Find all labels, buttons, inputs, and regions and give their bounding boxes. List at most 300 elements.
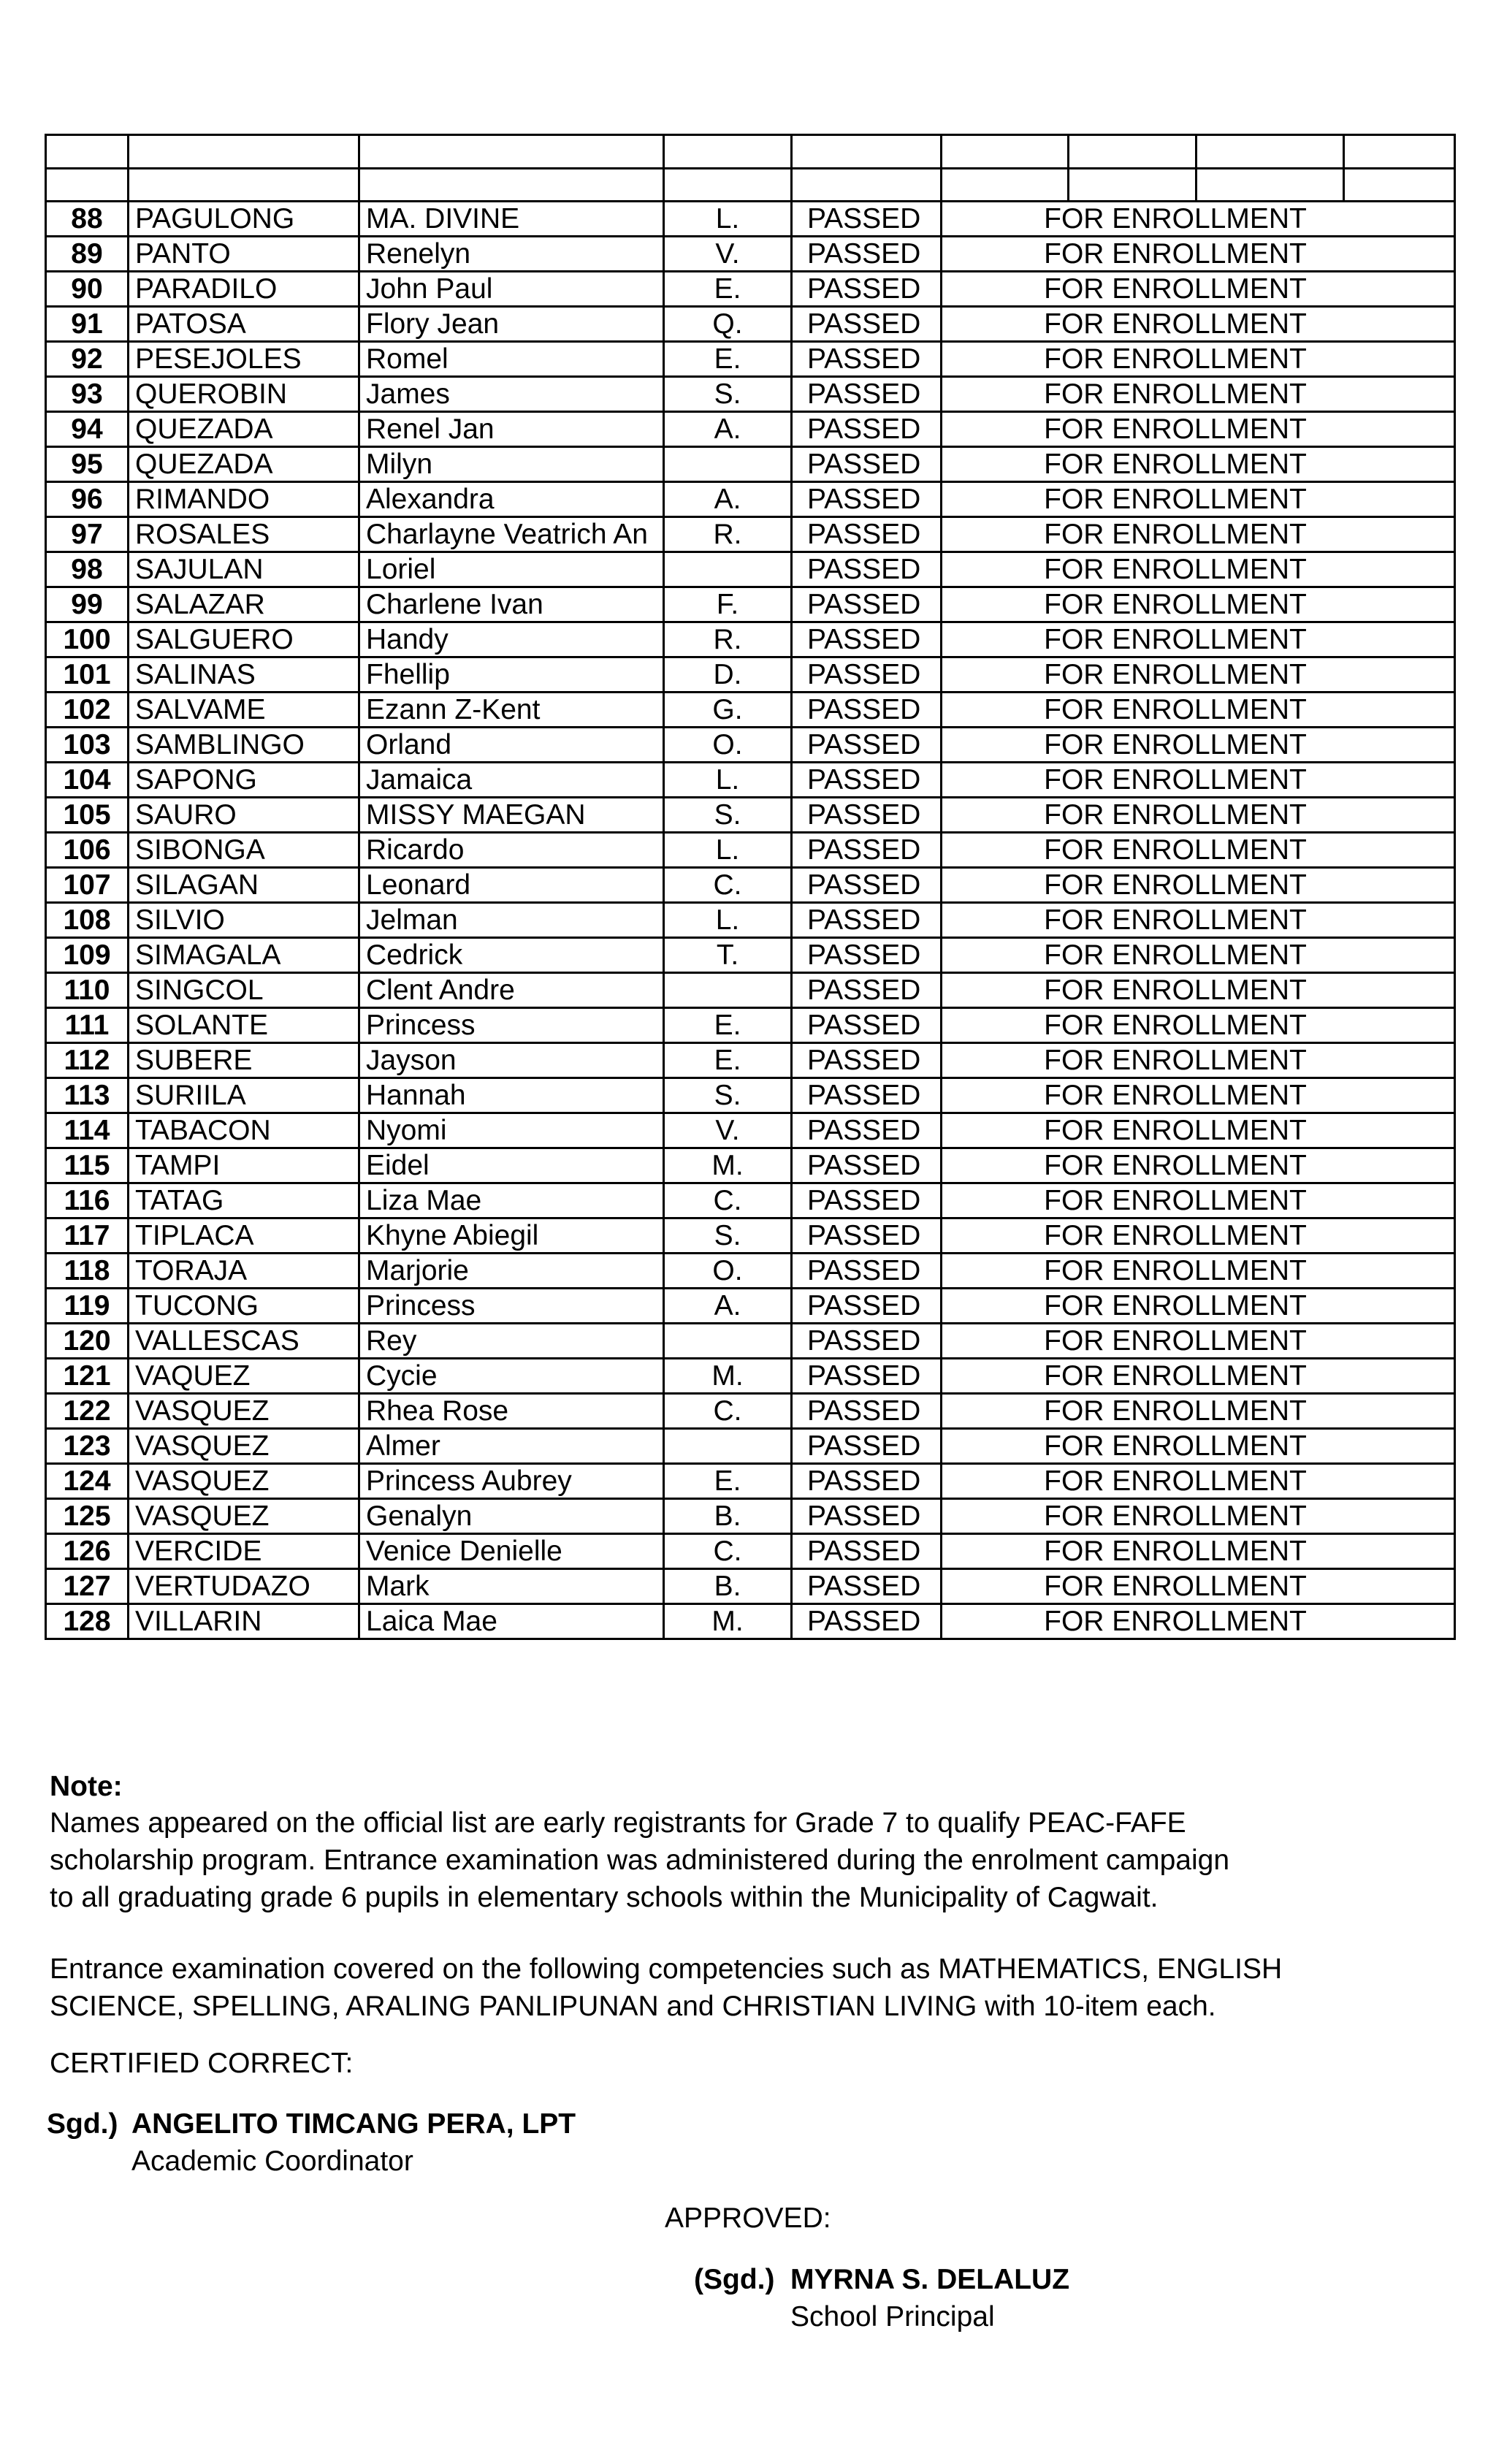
exam-status: PASSED xyxy=(792,447,942,482)
remarks: FOR ENROLLMENT xyxy=(942,307,1455,342)
exam-status: PASSED xyxy=(792,763,942,798)
table-row xyxy=(46,1324,1455,1359)
signatory-position: School Principal xyxy=(790,2301,995,2333)
signatory-coordinator xyxy=(47,2105,576,2180)
remarks: FOR ENROLLMENT xyxy=(942,1324,1455,1359)
last-name: TUCONG xyxy=(129,1289,359,1324)
remarks: FOR ENROLLMENT xyxy=(942,237,1455,272)
last-name: TORAJA xyxy=(129,1254,359,1289)
middle-initial: M. xyxy=(664,1604,792,1639)
blank-cell xyxy=(942,168,1069,202)
exam-status: PASSED xyxy=(792,1254,942,1289)
exam-status: PASSED xyxy=(792,1569,942,1604)
last-name: SOLANTE xyxy=(129,1008,359,1043)
middle-initial: V. xyxy=(664,1113,792,1148)
first-name: Romel xyxy=(359,342,664,377)
table-row xyxy=(46,1218,1455,1254)
last-name: PATOSA xyxy=(129,307,359,342)
row-number: 127 xyxy=(46,1569,129,1604)
middle-initial: A. xyxy=(664,482,792,517)
last-name: SALAZAR xyxy=(129,587,359,622)
row-number: 102 xyxy=(46,693,129,728)
middle-initial: C. xyxy=(664,1534,792,1569)
last-name: VASQUEZ xyxy=(129,1499,359,1534)
exam-status: PASSED xyxy=(792,622,942,657)
last-name: QUEZADA xyxy=(129,412,359,447)
note-line: to all graduating grade 6 pupils in elementary schools within the Municipality of Cagwait. xyxy=(50,1882,1159,1913)
middle-initial: M. xyxy=(664,1359,792,1394)
exam-status: PASSED xyxy=(792,482,942,517)
last-name: TAMPI xyxy=(129,1148,359,1183)
remarks: FOR ENROLLMENT xyxy=(942,728,1455,763)
table-row xyxy=(46,1148,1455,1183)
first-name: Princess xyxy=(359,1008,664,1043)
last-name: SAJULAN xyxy=(129,552,359,587)
first-name: Fhellip xyxy=(359,657,664,693)
exam-status: PASSED xyxy=(792,1324,942,1359)
last-name: SIBONGA xyxy=(129,833,359,868)
blank-cell xyxy=(1197,168,1344,202)
last-name: SURIILA xyxy=(129,1078,359,1113)
row-number: 107 xyxy=(46,868,129,903)
sgd-mark: (Sgd.) xyxy=(694,2264,775,2295)
first-name: Handy xyxy=(359,622,664,657)
middle-initial: C. xyxy=(664,1183,792,1218)
row-number: 109 xyxy=(46,938,129,973)
first-name: Eidel xyxy=(359,1148,664,1183)
remarks: FOR ENROLLMENT xyxy=(942,1499,1455,1534)
exam-status: PASSED xyxy=(792,1359,942,1394)
note-title: Note: xyxy=(50,1771,123,1802)
middle-initial: M. xyxy=(664,1148,792,1183)
table-row xyxy=(46,1464,1455,1499)
table-row xyxy=(46,693,1455,728)
middle-initial: L. xyxy=(664,202,792,237)
exam-status: PASSED xyxy=(792,1148,942,1183)
last-name: SAURO xyxy=(129,798,359,833)
row-number: 95 xyxy=(46,447,129,482)
signatory-position: Academic Coordinator xyxy=(131,2145,413,2177)
remarks: FOR ENROLLMENT xyxy=(942,973,1455,1008)
last-name: SALVAME xyxy=(129,693,359,728)
first-name: Renelyn xyxy=(359,237,664,272)
remarks: FOR ENROLLMENT xyxy=(942,763,1455,798)
blank-cell xyxy=(1344,168,1455,202)
last-name: SAPONG xyxy=(129,763,359,798)
first-name: MA. DIVINE xyxy=(359,202,664,237)
row-number: 94 xyxy=(46,412,129,447)
row-number: 104 xyxy=(46,763,129,798)
exam-status: PASSED xyxy=(792,1043,942,1078)
table-row xyxy=(46,1534,1455,1569)
remarks: FOR ENROLLMENT xyxy=(942,272,1455,307)
first-name: Marjorie xyxy=(359,1254,664,1289)
middle-initial: O. xyxy=(664,1254,792,1289)
table-row xyxy=(46,202,1455,237)
table-row xyxy=(46,938,1455,973)
table-row xyxy=(46,517,1455,552)
first-name: Genalyn xyxy=(359,1499,664,1534)
remarks: FOR ENROLLMENT xyxy=(942,1008,1455,1043)
table-row xyxy=(46,1569,1455,1604)
table-row xyxy=(46,237,1455,272)
middle-initial: E. xyxy=(664,1464,792,1499)
exam-status: PASSED xyxy=(792,1534,942,1569)
table-row xyxy=(46,1429,1455,1464)
row-number: 123 xyxy=(46,1429,129,1464)
last-name: VASQUEZ xyxy=(129,1394,359,1429)
first-name: Rhea Rose xyxy=(359,1394,664,1429)
row-number: 120 xyxy=(46,1324,129,1359)
remarks: FOR ENROLLMENT xyxy=(942,342,1455,377)
first-name: Jelman xyxy=(359,903,664,938)
exam-status: PASSED xyxy=(792,1078,942,1113)
remarks: FOR ENROLLMENT xyxy=(942,798,1455,833)
blank-cell xyxy=(1069,168,1197,202)
row-number: 96 xyxy=(46,482,129,517)
middle-initial: S. xyxy=(664,377,792,412)
blank-cell xyxy=(792,168,942,202)
middle-initial: A. xyxy=(664,1289,792,1324)
last-name: QUEROBIN xyxy=(129,377,359,412)
middle-initial: R. xyxy=(664,517,792,552)
remarks: FOR ENROLLMENT xyxy=(942,693,1455,728)
row-number: 112 xyxy=(46,1043,129,1078)
middle-initial: L. xyxy=(664,763,792,798)
first-name: James xyxy=(359,377,664,412)
last-name: PARADILO xyxy=(129,272,359,307)
middle-initial: C. xyxy=(664,868,792,903)
approved-label: APPROVED: xyxy=(665,2202,831,2234)
first-name: Cedrick xyxy=(359,938,664,973)
middle-initial: E. xyxy=(664,1008,792,1043)
table-row xyxy=(46,1043,1455,1078)
exam-status: PASSED xyxy=(792,552,942,587)
table-row xyxy=(46,868,1455,903)
first-name: Cycie xyxy=(359,1359,664,1394)
remarks: FOR ENROLLMENT xyxy=(942,1078,1455,1113)
last-name: VASQUEZ xyxy=(129,1464,359,1499)
exam-status: PASSED xyxy=(792,833,942,868)
exam-status: PASSED xyxy=(792,693,942,728)
remarks: FOR ENROLLMENT xyxy=(942,1429,1455,1464)
table-row xyxy=(46,1499,1455,1534)
middle-initial xyxy=(664,552,792,587)
last-name: VILLARIN xyxy=(129,1604,359,1639)
remarks: FOR ENROLLMENT xyxy=(942,1604,1455,1639)
remarks: FOR ENROLLMENT xyxy=(942,202,1455,237)
middle-initial xyxy=(664,1429,792,1464)
row-number: 115 xyxy=(46,1148,129,1183)
signatory-name: MYRNA S. DELALUZ xyxy=(790,2264,1070,2295)
blank-cell xyxy=(1344,135,1455,169)
table-row xyxy=(46,1008,1455,1043)
exam-status: PASSED xyxy=(792,657,942,693)
remarks: FOR ENROLLMENT xyxy=(942,1113,1455,1148)
note-line: SCIENCE, SPELLING, ARALING PANLIPUNAN and CHRISTIAN LIVING with 10-item each. xyxy=(50,1991,1216,2022)
middle-initial: A. xyxy=(664,412,792,447)
middle-initial: B. xyxy=(664,1499,792,1534)
exam-status: PASSED xyxy=(792,342,942,377)
first-name: Princess Aubrey xyxy=(359,1464,664,1499)
exam-status: PASSED xyxy=(792,307,942,342)
middle-initial: S. xyxy=(664,1218,792,1254)
enrollment-table xyxy=(45,134,1456,1640)
exam-status: PASSED xyxy=(792,412,942,447)
exam-status: PASSED xyxy=(792,202,942,237)
middle-initial: G. xyxy=(664,693,792,728)
table-row xyxy=(46,1078,1455,1113)
table-row xyxy=(46,657,1455,693)
remarks: FOR ENROLLMENT xyxy=(942,1394,1455,1429)
exam-status: PASSED xyxy=(792,517,942,552)
blank-cell xyxy=(359,168,664,202)
last-name: SILVIO xyxy=(129,903,359,938)
row-number: 108 xyxy=(46,903,129,938)
certified-label: CERTIFIED CORRECT: xyxy=(50,2048,354,2079)
row-number: 93 xyxy=(46,377,129,412)
last-name: SIMAGALA xyxy=(129,938,359,973)
exam-status: PASSED xyxy=(792,728,942,763)
row-number: 124 xyxy=(46,1464,129,1499)
middle-initial: F. xyxy=(664,587,792,622)
last-name: PAGULONG xyxy=(129,202,359,237)
exam-status: PASSED xyxy=(792,973,942,1008)
table-row xyxy=(46,447,1455,482)
first-name: Orland xyxy=(359,728,664,763)
table-row xyxy=(46,1359,1455,1394)
middle-initial: B. xyxy=(664,1569,792,1604)
table-row xyxy=(46,622,1455,657)
note-line: Names appeared on the official list are early registrants for Grade 7 to qualify PEAC-FAFE xyxy=(50,1807,1186,1839)
blank-row xyxy=(46,168,1455,202)
middle-initial: Q. xyxy=(664,307,792,342)
row-number: 122 xyxy=(46,1394,129,1429)
row-number: 125 xyxy=(46,1499,129,1534)
remarks: FOR ENROLLMENT xyxy=(942,1464,1455,1499)
remarks: FOR ENROLLMENT xyxy=(942,482,1455,517)
blank-cell xyxy=(792,135,942,169)
remarks: FOR ENROLLMENT xyxy=(942,1218,1455,1254)
first-name: Mark xyxy=(359,1569,664,1604)
first-name: Rey xyxy=(359,1324,664,1359)
row-number: 99 xyxy=(46,587,129,622)
table-row xyxy=(46,412,1455,447)
exam-status: PASSED xyxy=(792,1218,942,1254)
row-number: 126 xyxy=(46,1534,129,1569)
signatory-name: ANGELITO TIMCANG PERA, LPT xyxy=(131,2108,576,2140)
sgd-mark: Sgd.) xyxy=(47,2108,118,2140)
first-name: John Paul xyxy=(359,272,664,307)
last-name: SILAGAN xyxy=(129,868,359,903)
middle-initial: E. xyxy=(664,342,792,377)
middle-initial: D. xyxy=(664,657,792,693)
row-number: 113 xyxy=(46,1078,129,1113)
blank-cell xyxy=(46,135,129,169)
last-name: TATAG xyxy=(129,1183,359,1218)
exam-status: PASSED xyxy=(792,1183,942,1218)
remarks: FOR ENROLLMENT xyxy=(942,1289,1455,1324)
table-row xyxy=(46,272,1455,307)
first-name: Clent Andre xyxy=(359,973,664,1008)
first-name: Ricardo xyxy=(359,833,664,868)
first-name: Milyn xyxy=(359,447,664,482)
exam-status: PASSED xyxy=(792,1394,942,1429)
row-number: 103 xyxy=(46,728,129,763)
last-name: SUBERE xyxy=(129,1043,359,1078)
note-paragraph-1 xyxy=(50,1804,1438,1916)
row-number: 92 xyxy=(46,342,129,377)
middle-initial: O. xyxy=(664,728,792,763)
first-name: Charlayne Veatrich An xyxy=(359,517,664,552)
middle-initial: E. xyxy=(664,1043,792,1078)
first-name: Alexandra xyxy=(359,482,664,517)
table-row xyxy=(46,1604,1455,1639)
middle-initial: C. xyxy=(664,1394,792,1429)
last-name: RIMANDO xyxy=(129,482,359,517)
row-number: 89 xyxy=(46,237,129,272)
first-name: Liza Mae xyxy=(359,1183,664,1218)
middle-initial xyxy=(664,973,792,1008)
table-row xyxy=(46,552,1455,587)
blank-cell xyxy=(129,135,359,169)
blank-cell xyxy=(1197,135,1344,169)
table-row xyxy=(46,482,1455,517)
exam-status: PASSED xyxy=(792,903,942,938)
row-number: 110 xyxy=(46,973,129,1008)
table-row xyxy=(46,728,1455,763)
row-number: 90 xyxy=(46,272,129,307)
last-name: SAMBLINGO xyxy=(129,728,359,763)
first-name: Jamaica xyxy=(359,763,664,798)
first-name: Laica Mae xyxy=(359,1604,664,1639)
exam-status: PASSED xyxy=(792,1429,942,1464)
row-number: 111 xyxy=(46,1008,129,1043)
row-number: 106 xyxy=(46,833,129,868)
table-row xyxy=(46,307,1455,342)
remarks: FOR ENROLLMENT xyxy=(942,587,1455,622)
exam-status: PASSED xyxy=(792,237,942,272)
table-row xyxy=(46,763,1455,798)
row-number: 91 xyxy=(46,307,129,342)
last-name: PANTO xyxy=(129,237,359,272)
first-name: Jayson xyxy=(359,1043,664,1078)
exam-status: PASSED xyxy=(792,798,942,833)
middle-initial xyxy=(664,447,792,482)
first-name: Almer xyxy=(359,1429,664,1464)
table-row xyxy=(46,377,1455,412)
blank-cell xyxy=(359,135,664,169)
first-name: Hannah xyxy=(359,1078,664,1113)
remarks: FOR ENROLLMENT xyxy=(942,1569,1455,1604)
remarks: FOR ENROLLMENT xyxy=(942,377,1455,412)
first-name: Renel Jan xyxy=(359,412,664,447)
last-name: TABACON xyxy=(129,1113,359,1148)
exam-status: PASSED xyxy=(792,1464,942,1499)
table-row xyxy=(46,833,1455,868)
middle-initial: E. xyxy=(664,272,792,307)
remarks: FOR ENROLLMENT xyxy=(942,412,1455,447)
row-number: 128 xyxy=(46,1604,129,1639)
remarks: FOR ENROLLMENT xyxy=(942,622,1455,657)
remarks: FOR ENROLLMENT xyxy=(942,657,1455,693)
first-name: Princess xyxy=(359,1289,664,1324)
blank-cell xyxy=(942,135,1069,169)
remarks: FOR ENROLLMENT xyxy=(942,517,1455,552)
note-paragraph-2 xyxy=(50,1950,1438,2025)
table-row xyxy=(46,1254,1455,1289)
remarks: FOR ENROLLMENT xyxy=(942,1254,1455,1289)
table-row xyxy=(46,1394,1455,1429)
first-name: Venice Denielle xyxy=(359,1534,664,1569)
signatory-principal xyxy=(694,2261,1069,2335)
last-name: VASQUEZ xyxy=(129,1429,359,1464)
row-number: 88 xyxy=(46,202,129,237)
first-name: Nyomi xyxy=(359,1113,664,1148)
middle-initial: S. xyxy=(664,1078,792,1113)
table-row xyxy=(46,1289,1455,1324)
blank-cell xyxy=(664,168,792,202)
row-number: 114 xyxy=(46,1113,129,1148)
middle-initial: L. xyxy=(664,833,792,868)
row-number: 98 xyxy=(46,552,129,587)
blank-cell xyxy=(664,135,792,169)
row-number: 121 xyxy=(46,1359,129,1394)
remarks: FOR ENROLLMENT xyxy=(942,938,1455,973)
table-row xyxy=(46,1183,1455,1218)
remarks: FOR ENROLLMENT xyxy=(942,1043,1455,1078)
row-number: 116 xyxy=(46,1183,129,1218)
table-row xyxy=(46,342,1455,377)
first-name: MISSY MAEGAN xyxy=(359,798,664,833)
row-number: 105 xyxy=(46,798,129,833)
exam-status: PASSED xyxy=(792,272,942,307)
remarks: FOR ENROLLMENT xyxy=(942,1534,1455,1569)
blank-cell xyxy=(1069,135,1197,169)
row-number: 101 xyxy=(46,657,129,693)
first-name: Charlene Ivan xyxy=(359,587,664,622)
exam-status: PASSED xyxy=(792,1289,942,1324)
remarks: FOR ENROLLMENT xyxy=(942,868,1455,903)
note-line: scholarship program. Entrance examination was administered during the enrolment campaign xyxy=(50,1845,1230,1876)
remarks: FOR ENROLLMENT xyxy=(942,833,1455,868)
exam-status: PASSED xyxy=(792,868,942,903)
table-row xyxy=(46,903,1455,938)
remarks: FOR ENROLLMENT xyxy=(942,552,1455,587)
last-name: SINGCOL xyxy=(129,973,359,1008)
note-line: Entrance examination covered on the following competencies such as MATHEMATICS, ENGLISH xyxy=(50,1953,1283,1985)
first-name: Khyne Abiegil xyxy=(359,1218,664,1254)
middle-initial: V. xyxy=(664,237,792,272)
last-name: VERTUDAZO xyxy=(129,1569,359,1604)
table-row xyxy=(46,798,1455,833)
last-name: SALINAS xyxy=(129,657,359,693)
row-number: 118 xyxy=(46,1254,129,1289)
remarks: FOR ENROLLMENT xyxy=(942,1148,1455,1183)
middle-initial: R. xyxy=(664,622,792,657)
middle-initial: L. xyxy=(664,903,792,938)
middle-initial: S. xyxy=(664,798,792,833)
remarks: FOR ENROLLMENT xyxy=(942,1359,1455,1394)
exam-status: PASSED xyxy=(792,1113,942,1148)
last-name: VERCIDE xyxy=(129,1534,359,1569)
last-name: QUEZADA xyxy=(129,447,359,482)
remarks: FOR ENROLLMENT xyxy=(942,1183,1455,1218)
last-name: ROSALES xyxy=(129,517,359,552)
table-row xyxy=(46,973,1455,1008)
middle-initial: T. xyxy=(664,938,792,973)
last-name: VALLESCAS xyxy=(129,1324,359,1359)
